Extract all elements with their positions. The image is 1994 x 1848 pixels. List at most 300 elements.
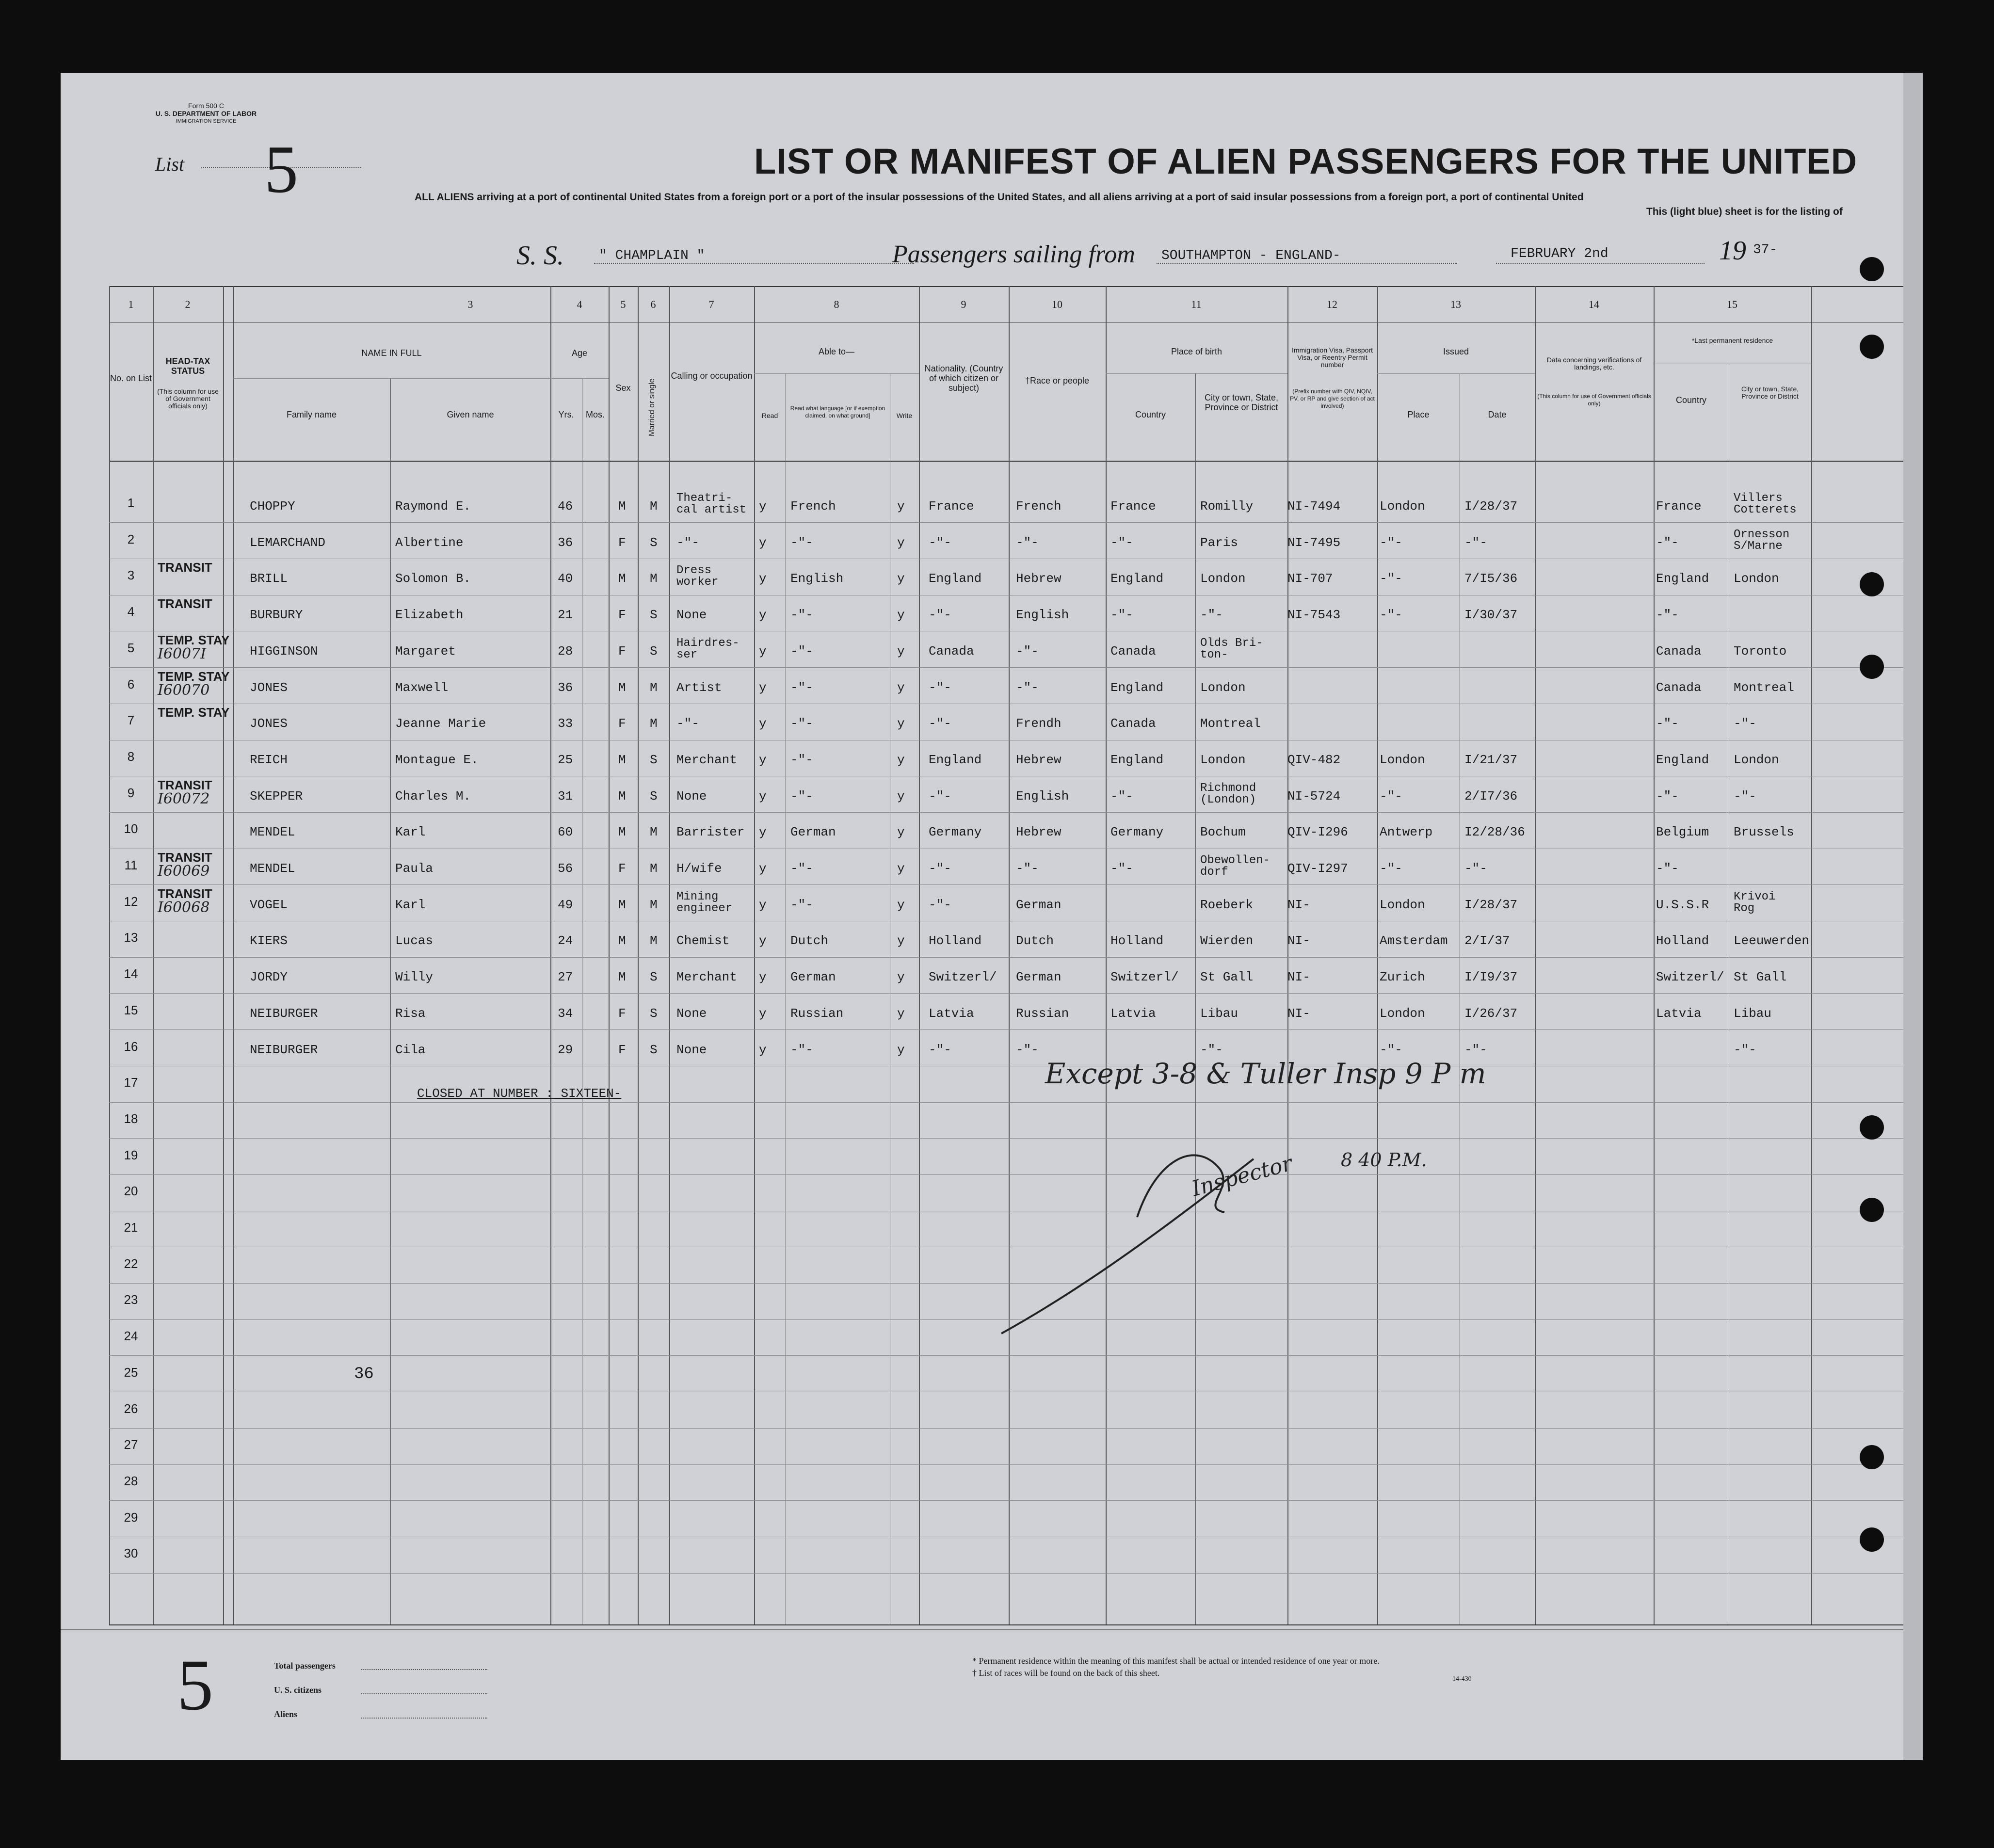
cell-bcity: Richmond (London) bbox=[1200, 781, 1256, 806]
date-underline bbox=[1496, 263, 1705, 264]
cell-nat: Latvia bbox=[929, 1006, 974, 1021]
row-rule bbox=[109, 1573, 1903, 1574]
cell-given: Risa bbox=[395, 1006, 426, 1021]
cell-rcountry: -"- bbox=[1656, 861, 1679, 876]
cell-occ: None bbox=[676, 608, 707, 623]
row-rule bbox=[109, 884, 1903, 885]
cell-given: Albertine bbox=[395, 535, 464, 550]
row-rule bbox=[109, 1029, 1903, 1030]
row-number: 6 bbox=[127, 676, 135, 691]
cell-race: English bbox=[1016, 608, 1069, 623]
cell-lang: Dutch bbox=[790, 933, 829, 948]
cell-yrs: 46 bbox=[558, 499, 573, 514]
column-number: 10 bbox=[1052, 298, 1062, 310]
footer-aliens: Aliens bbox=[274, 1709, 298, 1719]
cell-lang: -"- bbox=[790, 680, 813, 695]
cell-family: VOGEL bbox=[250, 897, 288, 912]
cell-read: y bbox=[759, 680, 767, 695]
rule bbox=[550, 378, 609, 379]
cell-family: SKEPPER bbox=[250, 788, 303, 803]
cell-visa: NI-707 bbox=[1287, 571, 1333, 586]
cell-occ: Merchant bbox=[676, 752, 737, 767]
header-read: Read bbox=[761, 412, 778, 419]
sheet-edge bbox=[1903, 73, 1923, 1760]
service-name: IMMIGRATION SERVICE bbox=[176, 118, 237, 124]
rule bbox=[233, 286, 234, 1624]
cell-lang: German bbox=[790, 970, 836, 985]
cell-bcity: Montreal bbox=[1200, 716, 1261, 731]
header-race: †Race or people bbox=[1025, 376, 1090, 386]
row-number: 28 bbox=[124, 1473, 138, 1488]
cell-ms: S bbox=[650, 608, 658, 623]
cell-ms: M bbox=[650, 680, 658, 695]
handwritten-inspector: Inspector bbox=[1189, 1151, 1295, 1202]
list-number: 5 bbox=[264, 132, 298, 207]
cell-sex: F bbox=[618, 643, 626, 659]
column-number: 7 bbox=[708, 298, 714, 310]
cell-idate: I2/28/36 bbox=[1464, 825, 1525, 840]
cell-iplace: Amsterdam bbox=[1380, 933, 1448, 948]
cell-idate: -"- bbox=[1464, 1042, 1487, 1057]
footer-line bbox=[361, 1693, 487, 1694]
column-number: 5 bbox=[620, 298, 626, 310]
cell-rcountry: England bbox=[1656, 752, 1709, 767]
cell-occ: Chemist bbox=[676, 933, 730, 948]
head-tax-stamp: TRANSIT bbox=[158, 560, 212, 575]
cell-write: y bbox=[897, 608, 905, 623]
cell-ms: S bbox=[650, 970, 658, 985]
column-number: 9 bbox=[961, 298, 966, 310]
cell-yrs: 24 bbox=[558, 933, 573, 948]
cell-write: y bbox=[897, 535, 905, 550]
rule bbox=[919, 286, 920, 1624]
header-write: Write bbox=[896, 412, 913, 419]
cell-idate: I/30/37 bbox=[1464, 608, 1518, 623]
cell-yrs: 34 bbox=[558, 1006, 573, 1021]
cell-race: French bbox=[1016, 499, 1061, 514]
footer-total-passengers: Total passengers bbox=[274, 1661, 336, 1671]
cell-bcity: St Gall bbox=[1200, 970, 1254, 985]
cell-write: y bbox=[897, 1006, 905, 1021]
cell-occ: Artist bbox=[676, 680, 722, 695]
row-number: 14 bbox=[124, 966, 138, 981]
cell-occ: -"- bbox=[676, 716, 699, 731]
cell-visa: NI- bbox=[1287, 970, 1310, 985]
cell-idate: I/26/37 bbox=[1464, 1006, 1518, 1021]
footer-us-citizens: U. S. citizens bbox=[274, 1685, 322, 1695]
cell-nat: Switzerl/ bbox=[929, 970, 997, 985]
row-number: 23 bbox=[124, 1292, 138, 1307]
header-residence-city: City or town, State, Province or District bbox=[1741, 385, 1799, 400]
row-rule bbox=[109, 1500, 1903, 1501]
cell-yrs: 28 bbox=[558, 643, 573, 659]
cell-idate: -"- bbox=[1464, 861, 1487, 876]
row-rule bbox=[109, 957, 1903, 958]
head-tax-stamp: TEMP. STAY bbox=[158, 705, 230, 720]
header-able-to: Able to— bbox=[818, 347, 855, 356]
head-tax-number: I60068 bbox=[158, 899, 210, 916]
cell-family: NEIBURGER bbox=[250, 1042, 318, 1057]
cell-sex: M bbox=[618, 825, 626, 840]
row-number: 4 bbox=[127, 604, 135, 619]
cell-iplace: London bbox=[1380, 499, 1425, 514]
cell-given: Margaret bbox=[395, 643, 456, 659]
row-number: 24 bbox=[124, 1329, 138, 1344]
header-married: Married or single bbox=[648, 378, 656, 436]
cell-bcountry: -"- bbox=[1110, 788, 1133, 803]
rule bbox=[669, 286, 670, 1624]
head-tax-stamp: TRANSIT bbox=[158, 886, 212, 901]
cell-race: -"- bbox=[1016, 680, 1039, 695]
cell-ms: M bbox=[650, 861, 658, 876]
footer-note-races: † List of races will be found on the back of this sheet. bbox=[972, 1668, 1160, 1678]
cell-iplace: London bbox=[1380, 752, 1425, 767]
cell-family: NEIBURGER bbox=[250, 1006, 318, 1021]
cell-rcountry: -"- bbox=[1656, 608, 1679, 623]
row-number: 21 bbox=[124, 1220, 138, 1235]
cell-lang: French bbox=[790, 499, 836, 514]
closed-note: CLOSED AT NUMBER : SIXTEEN- bbox=[417, 1086, 622, 1101]
cell-bcity: Olds Bri- ton- bbox=[1200, 636, 1263, 661]
cell-given: Solomon B. bbox=[395, 571, 471, 586]
row-number: 2 bbox=[127, 531, 135, 546]
table-top-border bbox=[109, 286, 1903, 287]
cell-iplace: -"- bbox=[1380, 608, 1402, 623]
cell-sex: M bbox=[618, 788, 626, 803]
cell-rcountry: Latvia bbox=[1656, 1006, 1702, 1021]
cell-nat: Holland bbox=[929, 933, 982, 948]
cell-read: y bbox=[759, 571, 767, 586]
cell-lang: -"- bbox=[790, 752, 813, 767]
cell-race: -"- bbox=[1016, 861, 1039, 876]
cell-write: y bbox=[897, 897, 905, 912]
cell-sex: M bbox=[618, 499, 626, 514]
cell-visa: NI-5724 bbox=[1287, 788, 1341, 803]
rule bbox=[109, 286, 110, 1624]
cell-yrs: 60 bbox=[558, 825, 573, 840]
cell-given: Lucas bbox=[395, 933, 434, 948]
header-age: Age bbox=[571, 348, 588, 358]
cell-write: y bbox=[897, 825, 905, 840]
cell-race: Frendh bbox=[1016, 716, 1061, 731]
rule bbox=[1377, 373, 1535, 374]
cell-rcity: St Gall bbox=[1734, 970, 1787, 985]
cell-family: BURBURY bbox=[250, 608, 303, 623]
cell-rcity: Brussels bbox=[1734, 825, 1794, 840]
cell-occ: Merchant bbox=[676, 970, 737, 985]
cell-iplace: -"- bbox=[1380, 535, 1402, 550]
cell-rcity: Krivoi Rog bbox=[1734, 890, 1776, 915]
cell-family: HIGGINSON bbox=[250, 643, 318, 659]
cell-lang: German bbox=[790, 825, 836, 840]
cell-rcity: Toronto bbox=[1734, 643, 1787, 659]
head-tax-number: I60072 bbox=[158, 790, 210, 807]
cell-bcity: London bbox=[1200, 680, 1246, 695]
column-number: 6 bbox=[650, 298, 656, 310]
cell-bcity: Paris bbox=[1200, 535, 1238, 550]
cell-sex: M bbox=[618, 571, 626, 586]
rule bbox=[754, 373, 919, 374]
cell-race: -"- bbox=[1016, 535, 1039, 550]
cell-visa: QIV-482 bbox=[1287, 752, 1341, 767]
column-number: 11 bbox=[1191, 298, 1202, 310]
cell-nat: England bbox=[929, 752, 982, 767]
header-no-on-list: No. on List bbox=[110, 373, 152, 383]
year-prefix: 19 bbox=[1719, 236, 1746, 266]
cell-visa: NI-7543 bbox=[1287, 608, 1341, 623]
departure-date: FEBRUARY 2nd bbox=[1511, 246, 1608, 261]
cell-bcity: -"- bbox=[1200, 1042, 1223, 1057]
footer-note-residence: * Permanent residence within the meaning of this manifest shall be actual or intended residence of one year or more. bbox=[972, 1656, 1380, 1666]
cell-iplace: Zurich bbox=[1380, 970, 1425, 985]
cell-bcity: Obewollen- dorf bbox=[1200, 854, 1270, 879]
cell-write: y bbox=[897, 680, 905, 695]
cell-nat: -"- bbox=[929, 861, 951, 876]
cell-occ: Dress worker bbox=[676, 564, 719, 589]
header-visa-note: (Prefix number with QIV, NQIV, PV, or RP and give section of act involved) bbox=[1290, 388, 1375, 409]
row-rule bbox=[109, 993, 1903, 994]
cell-ms: S bbox=[650, 1042, 658, 1057]
cell-ms: M bbox=[650, 825, 658, 840]
footer-divider bbox=[61, 1629, 1923, 1630]
row-number: 25 bbox=[124, 1365, 138, 1380]
cell-bcountry: -"- bbox=[1110, 535, 1133, 550]
cell-occ: Barrister bbox=[676, 825, 745, 840]
cell-race: English bbox=[1016, 788, 1069, 803]
cell-rcountry: Canada bbox=[1656, 680, 1702, 695]
cell-race: Russian bbox=[1016, 1006, 1069, 1021]
cell-rcity: Villers Cotterets bbox=[1734, 492, 1797, 516]
rule bbox=[1106, 286, 1107, 1624]
binder-hole bbox=[1860, 1527, 1884, 1552]
cell-ms: M bbox=[650, 933, 658, 948]
cell-lang: English bbox=[790, 571, 844, 586]
ship-name: " CHAMPLAIN " bbox=[599, 248, 705, 263]
cell-sex: M bbox=[618, 680, 626, 695]
cell-sex: M bbox=[618, 933, 626, 948]
cell-nat: -"- bbox=[929, 788, 951, 803]
row-number: 9 bbox=[127, 785, 135, 800]
header-issued-place: Place bbox=[1407, 410, 1430, 419]
cell-occ: Hairdres- ser bbox=[676, 636, 740, 661]
cell-rcountry: Belgium bbox=[1656, 825, 1709, 840]
cell-given: Cila bbox=[395, 1042, 426, 1057]
column-number: 15 bbox=[1727, 298, 1737, 310]
cell-occ: Mining engineer bbox=[676, 890, 733, 915]
cell-occ: Theatri- cal artist bbox=[676, 492, 747, 516]
header-issued-date: Date bbox=[1488, 410, 1507, 419]
cell-read: y bbox=[759, 788, 767, 803]
cell-yrs: 21 bbox=[558, 608, 573, 623]
footer-list-number: 5 bbox=[177, 1645, 213, 1725]
cell-family: JORDY bbox=[250, 970, 288, 985]
row-number: 16 bbox=[124, 1039, 138, 1054]
cell-nat: Canada bbox=[929, 643, 974, 659]
cell-rcity: Leeuwerden bbox=[1734, 933, 1810, 948]
cell-sex: M bbox=[618, 970, 626, 985]
cell-read: y bbox=[759, 716, 767, 731]
head-tax-stamp: TEMP. STAY bbox=[158, 632, 230, 647]
cell-idate: I/21/37 bbox=[1464, 752, 1518, 767]
cell-given: Charles M. bbox=[395, 788, 471, 803]
cell-nat: -"- bbox=[929, 608, 951, 623]
cell-given: Jeanne Marie bbox=[395, 716, 486, 731]
cell-rcountry: Switzerl/ bbox=[1656, 970, 1724, 985]
header-birth-country: Country bbox=[1135, 410, 1166, 419]
head-tax-stamp: TRANSIT bbox=[158, 777, 212, 792]
colnum-divider bbox=[109, 322, 1903, 323]
cell-family: REICH bbox=[250, 752, 288, 767]
binder-hole bbox=[1860, 572, 1884, 596]
manifest-subtitle-1: ALL ALIENS arriving at a port of continental United States from a foreign port or a port of the insular possessions of the United States, and all aliens arriving at a port of said insular possessions from a foreign port, a port of continental United bbox=[415, 192, 1584, 203]
column-number: 2 bbox=[185, 298, 191, 310]
cell-yrs: 31 bbox=[558, 788, 573, 803]
cell-rcountry: U.S.S.R bbox=[1656, 897, 1709, 912]
cell-race: German bbox=[1016, 970, 1061, 985]
rule bbox=[1654, 286, 1655, 1624]
cell-idate: I/28/37 bbox=[1464, 499, 1518, 514]
cell-sex: F bbox=[618, 1006, 626, 1021]
cell-race: Hebrew bbox=[1016, 571, 1061, 586]
cell-race: German bbox=[1016, 897, 1061, 912]
header-read-language: Read what language [or if exemption claimed, on what ground] bbox=[790, 405, 885, 419]
cell-bcity: Roeberk bbox=[1200, 897, 1254, 912]
cell-idate: 7/I5/36 bbox=[1464, 571, 1518, 586]
cell-yrs: 36 bbox=[558, 535, 573, 550]
cell-lang: -"- bbox=[790, 1042, 813, 1057]
column-number: 4 bbox=[577, 298, 582, 310]
cell-rcountry: -"- bbox=[1656, 535, 1679, 550]
cell-rcountry: -"- bbox=[1656, 716, 1679, 731]
row-number: 22 bbox=[124, 1256, 138, 1271]
handwritten-except-note: Except 3-8 & Tuller Insp 9 P m bbox=[1045, 1057, 1486, 1090]
header-birth-city: City or town, State, Province or District bbox=[1204, 393, 1279, 412]
cell-rcity: Montreal bbox=[1734, 680, 1794, 695]
head-tax-number: I60070 bbox=[158, 681, 210, 699]
cell-bcountry: England bbox=[1110, 571, 1164, 586]
cell-bcountry: -"- bbox=[1110, 608, 1133, 623]
cell-family: MENDEL bbox=[250, 861, 295, 876]
row-number: 10 bbox=[124, 821, 138, 836]
row-number: 7 bbox=[127, 713, 135, 728]
cell-lang: -"- bbox=[790, 643, 813, 659]
cell-nat: -"- bbox=[929, 716, 951, 731]
cell-given: Karl bbox=[395, 897, 426, 912]
cell-given: Raymond E. bbox=[395, 499, 471, 514]
cell-read: y bbox=[759, 1006, 767, 1021]
cell-nat: England bbox=[929, 571, 982, 586]
cell-given: Elizabeth bbox=[395, 608, 464, 623]
column-number: 8 bbox=[834, 298, 839, 310]
header-yrs: Yrs. bbox=[558, 410, 574, 419]
cell-rcountry: Canada bbox=[1656, 643, 1702, 659]
cell-ms: M bbox=[650, 716, 658, 731]
row-number: 18 bbox=[124, 1111, 138, 1126]
cell-occ: None bbox=[676, 1006, 707, 1021]
cell-ms: S bbox=[650, 788, 658, 803]
row-rule bbox=[109, 812, 1903, 813]
handwritten-time: 8 40 P.M. bbox=[1341, 1149, 1427, 1171]
row-number: 1 bbox=[127, 496, 135, 510]
cell-visa: NI-7494 bbox=[1287, 499, 1341, 514]
inspector-signature-mark bbox=[992, 1101, 1331, 1353]
header-data-verification-note: (This column for use of Government officials only) bbox=[1537, 393, 1651, 407]
cell-rcountry: France bbox=[1656, 499, 1702, 514]
cell-write: y bbox=[897, 643, 905, 659]
cell-write: y bbox=[897, 716, 905, 731]
cell-bcountry: France bbox=[1110, 499, 1156, 514]
header-head-tax: HEAD-TAX STATUS bbox=[165, 356, 210, 376]
cell-write: y bbox=[897, 571, 905, 586]
header-given-name: Given name bbox=[447, 410, 494, 419]
cell-bcity: -"- bbox=[1200, 608, 1223, 623]
cell-write: y bbox=[897, 499, 905, 514]
cell-write: y bbox=[897, 788, 905, 803]
cell-yrs: 49 bbox=[558, 897, 573, 912]
header-visa: Immigration Visa, Passport Visa, or Reentry Permit number bbox=[1291, 346, 1373, 369]
header-issued: Issued bbox=[1443, 347, 1469, 356]
cell-iplace: -"- bbox=[1380, 788, 1402, 803]
header-last-residence: *Last permanent residence bbox=[1691, 337, 1773, 344]
column-number: 13 bbox=[1450, 298, 1461, 310]
cell-family: BRILL bbox=[250, 571, 288, 586]
department-name: U. S. DEPARTMENT OF LABOR bbox=[155, 110, 257, 117]
row-number: 29 bbox=[124, 1510, 138, 1525]
cell-visa: NI- bbox=[1287, 1006, 1310, 1021]
cell-idate: -"- bbox=[1464, 535, 1487, 550]
table-bottom-border bbox=[109, 1624, 1903, 1625]
list-label: List bbox=[155, 153, 185, 175]
rule bbox=[1287, 286, 1288, 1624]
cell-ms: M bbox=[650, 499, 658, 514]
cell-given: Montague E. bbox=[395, 752, 479, 767]
cell-rcity: London bbox=[1734, 752, 1779, 767]
row-number: 8 bbox=[127, 749, 135, 764]
cell-read: y bbox=[759, 643, 767, 659]
cell-yrs: 33 bbox=[558, 716, 573, 731]
cell-bcity: London bbox=[1200, 752, 1246, 767]
rule bbox=[1106, 373, 1287, 374]
cell-visa: NI- bbox=[1287, 897, 1310, 912]
cell-bcountry: England bbox=[1110, 752, 1164, 767]
rule bbox=[754, 286, 755, 1624]
cell-race: Hebrew bbox=[1016, 825, 1061, 840]
cell-bcity: Libau bbox=[1200, 1006, 1238, 1021]
cell-sex: M bbox=[618, 897, 626, 912]
cell-rcity: -"- bbox=[1734, 716, 1756, 731]
cell-idate: 2/I/37 bbox=[1464, 933, 1510, 948]
form-identifier bbox=[133, 102, 279, 125]
head-tax-stamp: TRANSIT bbox=[158, 850, 212, 865]
rule bbox=[1535, 286, 1536, 1624]
rule bbox=[1811, 286, 1812, 1624]
cell-visa: NI- bbox=[1287, 933, 1310, 948]
rule bbox=[223, 286, 224, 1624]
column-number: 1 bbox=[128, 298, 134, 310]
rule bbox=[153, 286, 154, 1624]
binder-hole bbox=[1860, 335, 1884, 359]
head-tax-stamp: TEMP. STAY bbox=[158, 669, 230, 684]
cell-nat: Germany bbox=[929, 825, 982, 840]
row-number: 17 bbox=[124, 1075, 138, 1090]
cell-idate: 2/I7/36 bbox=[1464, 788, 1518, 803]
cell-family: LEMARCHAND bbox=[250, 535, 326, 550]
cell-sex: M bbox=[618, 752, 626, 767]
cell-occ: None bbox=[676, 788, 707, 803]
cell-bcountry: Germany bbox=[1110, 825, 1164, 840]
rule bbox=[1195, 373, 1196, 1624]
cell-bcountry: Latvia bbox=[1110, 1006, 1156, 1021]
